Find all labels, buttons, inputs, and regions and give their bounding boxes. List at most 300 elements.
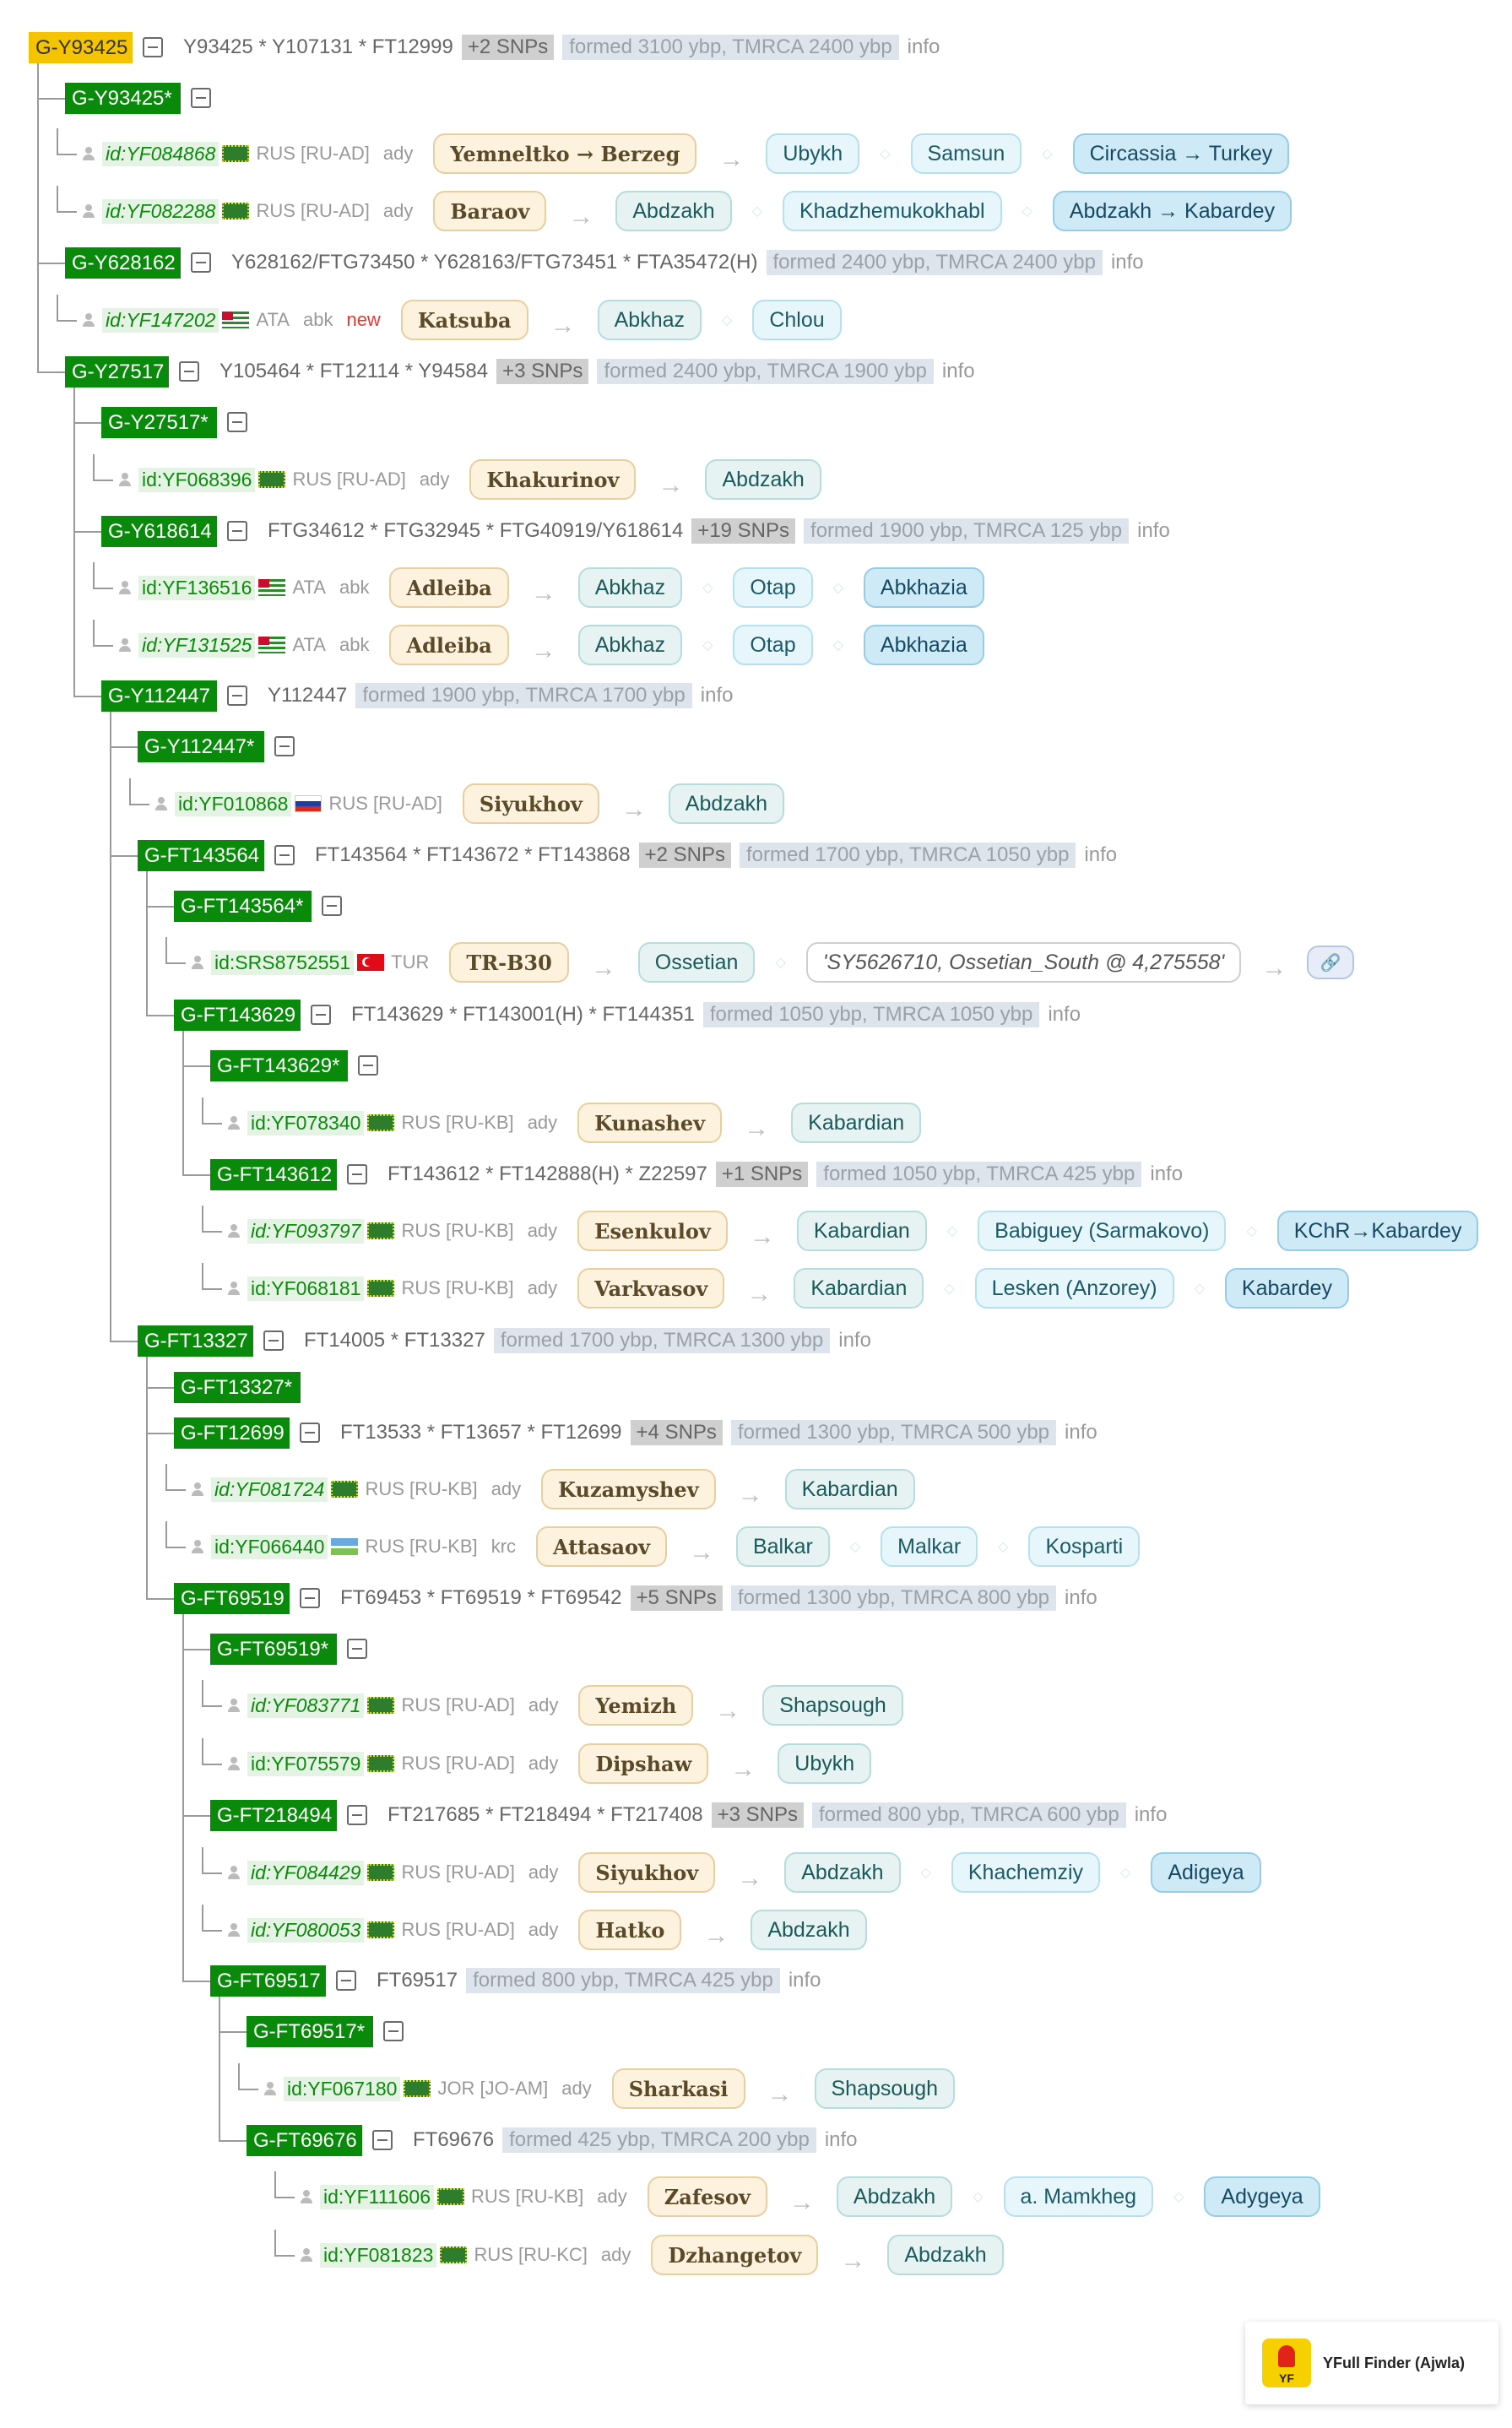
person-icon xyxy=(191,956,204,969)
location-tag[interactable]: Otap xyxy=(733,567,812,608)
snp-count-badge[interactable]: +1 SNPs xyxy=(716,1162,808,1187)
person-icon xyxy=(227,1866,241,1879)
surname-pill[interactable]: Adleiba xyxy=(389,567,508,608)
arrow-right-icon: → xyxy=(550,312,576,339)
location-tag[interactable]: Kabardian xyxy=(791,1103,921,1143)
tree-connector xyxy=(165,1547,186,1548)
snp-list: Y105464 * FT12114 * Y94584 xyxy=(219,360,489,382)
surname-pill[interactable]: Katsuba xyxy=(401,300,528,340)
country-code: RUS [RU-KB] xyxy=(365,1478,478,1499)
sample-id-link[interactable]: id:YF080053 xyxy=(247,1918,364,1943)
tree-connector xyxy=(182,1815,210,1817)
info-link[interactable]: info xyxy=(1134,1803,1168,1826)
country-flag-icon xyxy=(367,1280,394,1297)
surname-pill[interactable]: Siyukhov xyxy=(463,783,599,824)
tree-connector xyxy=(110,855,138,857)
surname-pill[interactable]: Khakurinov xyxy=(469,459,636,500)
collapse-toggle-icon[interactable] xyxy=(191,88,211,108)
snp-count-badge[interactable]: +5 SNPs xyxy=(631,1585,723,1611)
haplogroup-node[interactable]: G-Y93425 xyxy=(29,32,133,63)
snp-list: FT143612 * FT142888(H) * Z22597 xyxy=(387,1163,707,1185)
collapse-toggle-icon[interactable] xyxy=(347,1805,367,1825)
snp-list: FT69453 * FT69519 * FT69542 xyxy=(340,1586,622,1609)
sample-row xyxy=(191,940,1354,984)
haplogroup-node[interactable]: G-FT218494 xyxy=(210,1800,337,1831)
country-code: ATA xyxy=(292,634,326,655)
location-tag[interactable]: Abkhaz xyxy=(578,625,682,665)
tree-connector xyxy=(110,712,111,1341)
location-tag[interactable]: Abdzakh xyxy=(887,2235,1003,2275)
language-code: ady xyxy=(528,1694,559,1715)
location-tag[interactable]: Kabardey xyxy=(1225,1268,1349,1309)
location-tag[interactable]: Kabardian xyxy=(794,1268,924,1309)
separator-dot: ◇ xyxy=(702,638,713,653)
haplogroup-node[interactable]: G-FT13327 xyxy=(138,1325,253,1357)
snp-info-row xyxy=(219,355,975,388)
collapse-toggle-icon[interactable] xyxy=(347,1639,367,1659)
location-tag[interactable]: Otap xyxy=(733,625,812,665)
sample-id-link[interactable]: id:YF068181 xyxy=(247,1276,364,1301)
location-tag[interactable]: Abdzakh xyxy=(751,1910,866,1950)
snp-list: FT143564 * FT143672 * FT143868 xyxy=(315,843,631,866)
country-flag-icon xyxy=(357,954,384,971)
snp-count-badge[interactable]: +4 SNPs xyxy=(631,1420,723,1445)
sample-row xyxy=(227,1209,1478,1253)
info-link[interactable]: info xyxy=(1150,1163,1184,1185)
snp-list: FT143629 * FT143001(H) * FT144351 xyxy=(351,1003,695,1026)
snp-count-badge[interactable]: +19 SNPs xyxy=(691,518,795,544)
info-link[interactable]: info xyxy=(700,684,734,707)
surname-pill[interactable]: Attasaov xyxy=(536,1526,667,1567)
location-tag[interactable]: Abdzakh → Kabardey xyxy=(1053,191,1292,231)
location-tag[interactable]: Kabardian xyxy=(785,1469,915,1509)
separator-dot: ◇ xyxy=(775,956,786,970)
country-flag-icon xyxy=(258,637,285,653)
haplogroup-node[interactable]: G-Y112447 xyxy=(101,680,217,712)
tree-connector xyxy=(93,562,95,588)
tree-connector xyxy=(146,871,148,1016)
tree-connector xyxy=(202,1288,222,1290)
separator-dot: ◇ xyxy=(751,204,762,219)
country-code: RUS [RU-KB] xyxy=(401,1277,514,1298)
collapse-toggle-icon[interactable] xyxy=(274,736,295,756)
location-tag[interactable]: Abkhaz xyxy=(598,300,702,340)
info-link[interactable]: info xyxy=(907,35,940,58)
sample-row xyxy=(227,1101,921,1145)
arrow-right-icon: → xyxy=(688,1538,714,1566)
surname-pill[interactable]: Hatko xyxy=(578,1910,681,1950)
sample-row xyxy=(118,566,984,610)
location-tag[interactable]: Chlou xyxy=(752,300,841,340)
tree-connector xyxy=(57,186,58,211)
location-tag[interactable]: Abkhazia xyxy=(864,625,984,665)
person-icon xyxy=(191,1540,204,1553)
collapse-toggle-icon[interactable] xyxy=(227,686,247,706)
collapse-toggle-icon[interactable] xyxy=(372,2130,393,2150)
info-link[interactable]: info xyxy=(1065,1586,1097,1609)
snp-info-row xyxy=(268,514,1170,548)
language-code: krc xyxy=(490,1536,517,1557)
arrow-right-icon: → xyxy=(840,2246,866,2274)
location-tag[interactable]: Circassia → Turkey xyxy=(1073,133,1290,174)
link-icon[interactable]: 🔗 xyxy=(1307,946,1354,979)
country-flag-icon xyxy=(437,2188,464,2205)
location-tag[interactable]: Ubykh xyxy=(778,1743,871,1784)
tree-connector xyxy=(93,620,95,645)
location-tag[interactable]: Shapsough xyxy=(815,2068,956,2109)
surname-pill[interactable]: Dipshaw xyxy=(578,1743,708,1784)
tree-connector xyxy=(57,211,77,213)
haplogroup-node[interactable]: G-Y27517 xyxy=(65,356,169,388)
collapse-toggle-icon[interactable] xyxy=(322,896,342,916)
country-flag-icon xyxy=(295,795,322,812)
formed-tmrca-label: formed 800 ybp, TMRCA 600 ybp xyxy=(812,1802,1126,1828)
location-tag[interactable]: Abkhazia xyxy=(864,567,984,608)
info-link[interactable]: info xyxy=(1048,1003,1081,1026)
snp-info-row xyxy=(304,1324,871,1358)
yfull-finder-badge[interactable] xyxy=(1245,2322,1498,2404)
country-flag-icon xyxy=(367,1114,394,1131)
collapse-toggle-icon[interactable] xyxy=(358,1055,378,1076)
country-flag-icon xyxy=(331,1481,358,1498)
location-tag[interactable]: Khachemziy xyxy=(951,1852,1100,1893)
tree-connector xyxy=(165,1464,167,1489)
info-link[interactable]: info xyxy=(1084,843,1118,866)
tree-connector xyxy=(146,906,174,908)
language-code: ady xyxy=(527,1220,558,1241)
haplogroup-node[interactable]: G-FT69517 xyxy=(210,1965,326,1997)
haplogroup-node[interactable]: G-FT143612 xyxy=(210,1159,337,1190)
language-code: ady xyxy=(527,1277,558,1298)
language-code: ady xyxy=(382,143,414,164)
country-flag-icon xyxy=(258,471,285,488)
snp-info-row xyxy=(340,1416,1097,1450)
arrow-right-icon: → xyxy=(767,2080,793,2108)
info-link[interactable]: info xyxy=(1137,519,1170,542)
sample-id-link[interactable]: id:YF081823 xyxy=(320,2243,436,2268)
collapse-toggle-icon[interactable] xyxy=(383,2021,404,2041)
surname-pill[interactable]: Kunashev xyxy=(577,1103,722,1143)
sample-row xyxy=(227,1742,871,1786)
location-tag[interactable]: Shapsough xyxy=(762,1685,903,1726)
location-tag[interactable]: Adygeya xyxy=(1204,2176,1320,2217)
haplogroup-node[interactable]: G-Y112447* xyxy=(138,731,264,762)
collapse-toggle-icon[interactable] xyxy=(263,1331,284,1351)
arrow-right-icon: → xyxy=(737,1481,763,1509)
formed-tmrca-label: formed 1050 ybp, TMRCA 425 ybp xyxy=(816,1162,1141,1187)
info-link[interactable]: info xyxy=(1065,1421,1097,1444)
sample-row xyxy=(154,782,784,826)
sample-id-link[interactable]: id:SRS8752551 xyxy=(211,951,354,975)
sample-id-link[interactable]: id:YF068396 xyxy=(138,468,255,492)
sample-id-link[interactable]: id:YF147202 xyxy=(102,308,219,333)
tree-connector xyxy=(202,1705,222,1707)
location-tag[interactable]: Balkar xyxy=(736,1526,830,1567)
collapse-toggle-icon[interactable] xyxy=(227,521,247,541)
snp-list: Y93425 * Y107131 * FT12999 xyxy=(183,35,453,58)
sample-id-link[interactable]: id:YF078340 xyxy=(247,1111,364,1135)
tree-connector xyxy=(129,778,131,804)
haplogroup-node[interactable]: G-FT143629* xyxy=(210,1050,348,1081)
info-link[interactable]: info xyxy=(824,2128,858,2151)
tree-connector xyxy=(182,1614,184,1981)
sample-id-link[interactable]: id:YF083771 xyxy=(247,1694,364,1718)
tree-connector xyxy=(165,962,186,964)
surname-pill[interactable]: Adleiba xyxy=(389,625,508,665)
location-tag[interactable]: Abdzakh xyxy=(705,459,821,500)
snp-info-row xyxy=(387,1157,1183,1191)
arrow-right-icon: → xyxy=(749,1222,775,1250)
collapse-toggle-icon[interactable] xyxy=(179,361,199,382)
formed-tmrca-label: formed 1300 ybp, TMRCA 500 ybp xyxy=(731,1420,1056,1445)
separator-dot: ◇ xyxy=(946,1224,958,1238)
tree-connector xyxy=(202,1097,203,1123)
person-icon xyxy=(227,1699,241,1712)
sample-id-link[interactable]: id:YF082288 xyxy=(102,199,219,224)
location-tag[interactable]: Abkhaz xyxy=(578,567,682,608)
sample-id-link[interactable]: id:YF111606 xyxy=(320,2185,434,2209)
tree-connector xyxy=(110,1341,138,1342)
language-code: ady xyxy=(561,2078,592,2099)
person-icon xyxy=(154,797,168,810)
snp-list: FT69676 xyxy=(413,2128,495,2151)
snp-info-row xyxy=(268,679,733,713)
surname-pill[interactable]: Yemneltko → Berzeg xyxy=(433,133,696,174)
tree-connector xyxy=(274,2197,295,2198)
haplogroup-node[interactable]: G-Y628162 xyxy=(65,247,181,279)
sample-id-link[interactable]: id:YF093797 xyxy=(247,1219,364,1244)
location-tag[interactable]: Ossetian xyxy=(638,942,756,983)
country-code: RUS [RU-AD] xyxy=(328,793,442,814)
haplogroup-node[interactable]: G-Y618614 xyxy=(101,516,217,547)
arrow-right-icon: → xyxy=(730,1755,756,1783)
location-tag[interactable]: Abdzakh xyxy=(784,1852,900,1893)
person-icon xyxy=(82,313,95,327)
snp-info-row xyxy=(340,1581,1097,1615)
country-code: RUS [RU-AD] xyxy=(401,1919,515,1940)
country-code: RUS [RU-AD] xyxy=(292,469,406,490)
haplogroup-node[interactable]: G-Y93425* xyxy=(65,83,181,114)
person-icon xyxy=(227,1923,241,1937)
info-link[interactable]: info xyxy=(941,360,975,382)
surname-pill[interactable]: Kuzamyshev xyxy=(541,1469,715,1509)
snp-list: FT217685 * FT218494 * FT217408 xyxy=(387,1803,703,1826)
separator-dot: ◇ xyxy=(1042,147,1053,161)
location-tag[interactable]: 'SY5626710, Ossetian_South @ 4,275558' xyxy=(806,942,1242,983)
tree-connector xyxy=(110,746,138,748)
tree-connector xyxy=(57,128,58,154)
haplogroup-node[interactable]: G-FT13327* xyxy=(174,1372,301,1403)
snp-list: FT69517 xyxy=(377,1969,458,1992)
tree-connector xyxy=(202,1905,203,1930)
formed-tmrca-label: formed 800 ybp, TMRCA 425 ybp xyxy=(466,1968,780,1993)
person-icon xyxy=(227,1282,241,1295)
location-tag[interactable]: Babiguey (Sarmakovo) xyxy=(978,1211,1226,1251)
arrow-right-icon: → xyxy=(530,579,556,607)
snp-count-badge[interactable]: +2 SNPs xyxy=(462,35,554,60)
sample-id-link[interactable]: id:YF067180 xyxy=(284,2077,400,2101)
surname-pill[interactable]: Dzhangetov xyxy=(651,2235,818,2275)
new-badge: new xyxy=(346,309,381,330)
tree-connector xyxy=(202,1123,222,1125)
sample-id-link[interactable]: id:YF131525 xyxy=(138,633,255,658)
sample-id-link[interactable]: id:YF010868 xyxy=(175,792,291,816)
collapse-toggle-icon[interactable] xyxy=(347,1164,367,1184)
haplogroup-node[interactable]: G-FT143629 xyxy=(174,1000,301,1031)
country-flag-icon xyxy=(367,1755,394,1772)
tree-connector xyxy=(238,2089,258,2090)
snp-list: Y628162/FTG73450 * Y628163/FTG73451 * FTA35472(H) xyxy=(231,251,758,274)
snp-info-row xyxy=(183,30,940,64)
tree-connector xyxy=(37,263,65,264)
haplogroup-node[interactable]: G-FT69519 xyxy=(174,1583,290,1614)
snp-count-badge[interactable]: +3 SNPs xyxy=(496,359,588,384)
haplogroup-node[interactable]: G-Y27517* xyxy=(101,407,217,438)
language-code: abk xyxy=(339,577,370,598)
haplogroup-node[interactable]: G-FT69517* xyxy=(247,2016,373,2047)
country-flag-icon xyxy=(367,1222,394,1239)
location-tag[interactable]: Kosparti xyxy=(1028,1526,1140,1567)
country-code: RUS [RU-KB] xyxy=(401,1220,514,1241)
location-tag[interactable]: Kabardian xyxy=(797,1211,927,1251)
location-tag[interactable]: KChR→Kabardey xyxy=(1277,1211,1479,1251)
location-tag[interactable]: Adigeya xyxy=(1151,1852,1260,1893)
haplogroup-node[interactable]: G-FT69519* xyxy=(210,1634,337,1665)
location-tag[interactable]: Khadzhemukokhabl xyxy=(783,191,1002,231)
country-code: JOR [JO-AM] xyxy=(437,2078,549,2099)
location-tag[interactable]: a. Mamkheg xyxy=(1004,2176,1154,2217)
separator-dot: ◇ xyxy=(849,1540,861,1554)
arrow-right-icon: → xyxy=(715,1697,741,1725)
person-icon xyxy=(300,2248,313,2262)
formed-tmrca-label: formed 1900 ybp, TMRCA 125 ybp xyxy=(804,518,1129,544)
surname-pill[interactable]: Yemizh xyxy=(578,1685,693,1726)
tree-connector xyxy=(73,388,75,696)
surname-pill[interactable]: TR-B30 xyxy=(449,942,568,983)
separator-dot: ◇ xyxy=(944,1282,955,1296)
sample-row xyxy=(300,2175,1320,2219)
tree-connector xyxy=(129,804,149,805)
sample-id-link[interactable]: id:YF084868 xyxy=(102,142,219,166)
language-code: ady xyxy=(419,469,450,490)
separator-dot: ◇ xyxy=(1022,204,1032,219)
collapse-toggle-icon[interactable] xyxy=(274,845,295,865)
sample-row xyxy=(227,1908,867,1952)
location-tag[interactable]: Abdzakh xyxy=(669,783,784,824)
sample-row xyxy=(191,1467,915,1511)
collapse-toggle-icon[interactable] xyxy=(300,1423,320,1443)
tree-connector xyxy=(202,1738,203,1764)
tree-connector xyxy=(274,2230,276,2255)
surname-pill[interactable]: Sharkasi xyxy=(612,2068,745,2109)
country-code: RUS [RU-AD] xyxy=(256,200,370,221)
country-code: RUS [RU-KB] xyxy=(365,1536,478,1557)
surname-pill[interactable]: Zafesov xyxy=(648,2176,767,2217)
sample-id-link[interactable]: id:YF084429 xyxy=(247,1861,364,1885)
tree-connector xyxy=(274,2171,276,2197)
snp-count-badge[interactable]: +2 SNPs xyxy=(639,843,731,868)
haplogroup-node[interactable]: G-FT143564* xyxy=(174,891,312,922)
tree-connector xyxy=(202,1680,203,1705)
person-icon xyxy=(191,1482,204,1496)
country-flag-icon xyxy=(367,1864,394,1881)
location-tag[interactable]: Samsun xyxy=(911,133,1022,174)
snp-list: FT13533 * FT13657 * FT12699 xyxy=(340,1421,622,1444)
tree-connector xyxy=(202,1872,222,1874)
collapse-toggle-icon[interactable] xyxy=(143,37,163,57)
surname-pill[interactable]: Esenkulov xyxy=(577,1211,728,1251)
sample-row xyxy=(82,298,842,342)
tree-connector xyxy=(73,696,101,697)
separator-dot: ◇ xyxy=(702,581,713,595)
tree-connector xyxy=(37,98,65,100)
country-code: RUS [RU-AD] xyxy=(401,1862,515,1883)
haplogroup-node[interactable]: G-FT143564 xyxy=(138,840,264,871)
info-link[interactable]: info xyxy=(1110,251,1144,274)
country-flag-icon xyxy=(258,579,285,596)
person-icon xyxy=(300,2190,313,2203)
sample-id-link[interactable]: id:YF081724 xyxy=(211,1477,328,1502)
language-code: ady xyxy=(528,1753,559,1774)
surname-pill[interactable]: Varkvasov xyxy=(577,1268,724,1309)
tree-connector xyxy=(57,320,77,322)
collapse-toggle-icon[interactable] xyxy=(191,252,211,273)
country-flag-icon xyxy=(222,312,249,328)
sample-row xyxy=(227,1266,1349,1310)
tree-connector xyxy=(93,588,113,589)
collapse-toggle-icon[interactable] xyxy=(336,1970,356,1991)
tree-connector xyxy=(202,1231,222,1233)
sample-id-link[interactable]: id:YF136516 xyxy=(138,576,255,600)
location-tag[interactable]: Abdzakh xyxy=(837,2176,952,2217)
snp-info-row xyxy=(351,998,1081,1032)
tree-connector xyxy=(93,454,95,480)
info-link[interactable]: info xyxy=(788,1969,821,1992)
location-tag[interactable]: Ubykh xyxy=(766,133,859,174)
language-code: ady xyxy=(597,2186,627,2207)
sample-id-link[interactable]: id:YF075579 xyxy=(247,1752,364,1776)
language-code: ady xyxy=(527,1112,558,1133)
haplogroup-node[interactable]: G-FT12699 xyxy=(174,1417,290,1449)
language-code: ady xyxy=(528,1862,559,1883)
snp-count-badge[interactable]: +3 SNPs xyxy=(712,1802,804,1828)
sample-row xyxy=(118,458,821,501)
surname-pill[interactable]: Siyukhov xyxy=(578,1852,715,1893)
sample-id-link[interactable]: id:YF066440 xyxy=(211,1535,328,1559)
haplogroup-node[interactable]: G-FT69676 xyxy=(247,2125,362,2156)
tree-connector xyxy=(57,295,58,320)
tree-connector xyxy=(219,2031,247,2033)
language-code: ady xyxy=(382,200,414,221)
location-tag[interactable]: Malkar xyxy=(881,1526,978,1567)
tree-connector xyxy=(93,480,113,481)
tree-connector xyxy=(57,154,77,155)
sample-row xyxy=(227,1851,1261,1894)
country-code: RUS [RU-AD] xyxy=(256,143,370,164)
location-tag[interactable]: Lesken (Anzorey) xyxy=(975,1268,1174,1309)
collapse-toggle-icon[interactable] xyxy=(300,1588,320,1608)
sample-row xyxy=(263,2067,955,2111)
formed-tmrca-label: formed 1700 ybp, TMRCA 1300 ybp xyxy=(494,1328,830,1353)
collapse-toggle-icon[interactable] xyxy=(311,1005,331,1025)
tree-connector xyxy=(238,2063,240,2089)
location-tag[interactable]: Abdzakh xyxy=(615,191,731,231)
surname-pill[interactable]: Baraov xyxy=(433,191,546,231)
info-link[interactable]: info xyxy=(838,1329,871,1352)
collapse-toggle-icon[interactable] xyxy=(227,412,247,432)
tree-connector xyxy=(202,1206,203,1231)
tree-connector xyxy=(202,1263,203,1288)
